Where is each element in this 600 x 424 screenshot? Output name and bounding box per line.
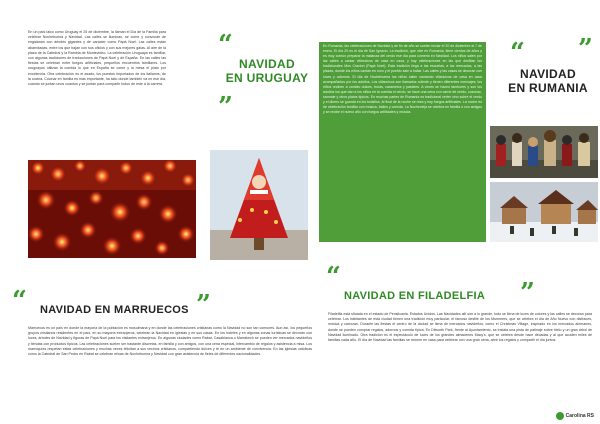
rumania-heading-line1: NAVIDAD [520,67,576,81]
rumania-text: En Rumanía, las celebraciones de Navidad y de fin de año se suelen iniciar el 20 de diciembre al 7 de enero. El día 20 es el día de San Ignacio. La tradición, que vive en Rumanía, tiene cientos de años y es muy común preparar la matanza del cerdo ese día para comerlo en Navidad. Los niños salen por las calles a cantar villancicos de casa en casa, y hay celebraciones en las que desfilan los tradicionales Mos Craciun (Papá Noel). Esta tradición llega a las escuelas, a los mercados, a las plazas, donde los niños cantan en coro y el pueblo sale a bailar. Las calles y las casas se decoran con luces y adornos. El día de Nochebuena los niños salen cantando villancicos de casa en casa acompañados por los adultos. Los villancicos son llamados colinde y tienen diferentes mensajes; los niños reciben a cambio dulces, frutas, caramelos y pasteles. A veces se hacen tambores y son los adultos los que dan a los niños en la comida el cerdo, se hace una cena con carne de cerdo, cozonac, sarmale y otros platos típicos. En muchas partes de Rumanía es tradicional verter vino sobre el cerdo y el dinero se guarda en los bolsillos. Al final de la noche se reza y hay fuegos artificiales. La noche es de celebración familiar con música, bailes y comida. La Nochevieja se celebra en familia o con amigos y se recibe el nuevo año con fuegos artificiales y música. [323,44,482,115]
uruguay-text: En un país laico como Uruguay el 25 de diciembre, la llaman el Día de la Familia para celebrar Nochebuena y Navidad. Las calles se iluminan, se come y convocan de engalanan con árboles gigantes y de carácter como Papá Noel. Las calles están abarrotadas, entre los que bajan con sus oficios y con sus mejores galas. Al aire de la plaza de la Catedral y la Rambla de Montevideo. La celebración Uruguaya es familiar, con algunas tradiciones de traducciones de Papá Noel y de España. En las calles las fiestas se celebran entre fuegos artificiales, pequeños encuentros familiares. Los uruguayos utilizan la comida lo que en España se come y la mesa el plato por excelencia. Otra celebración es el asado, los puestos importados de los italianos, de la cocina. Cocinar en familia es más importante, ha sido donde también va en ese día, cuando se juntan unos cuantos y se juntan para compartir todos de este a la carrera. [28,30,166,87]
santa-tree-image [210,150,308,260]
rumania-quote-close: ” [578,34,593,64]
uruguay-heading-line2: EN URUGUAY [225,70,309,85]
uruguay-quote-close: ” [218,92,233,122]
costume-parade-image [490,126,598,178]
logo-circle-icon [556,412,564,420]
filadelfia-quote-open: “ [326,262,341,292]
rumania-quote-open: “ [510,38,525,68]
christmas-lights-image [28,160,196,258]
rumania-text-panel [319,42,486,242]
rumania-photo-1 [490,126,598,178]
uruguay-photo [28,160,196,258]
uruguay-photo-2 [210,150,308,260]
marruecos-quote-open: “ [12,286,27,316]
snowy-village-image [490,182,598,242]
filadelfia-heading: NAVIDAD EN FILADELFIA [344,290,486,302]
marruecos-quote-close: ” [196,290,211,320]
uruguay-quote-open: “ [218,30,233,60]
rumania-heading-line2: EN RUMANIA [508,80,588,95]
footer-logo [556,412,594,420]
marruecos-text: Marruecos es un país en donde la mayoría de la población es musulmana y en donde las celebraciones cristianas como la Navidad no son tan comunes. Aun así, los pequeños grupos cristianos residentes en el país, en su mayoría extranjeros, celebran la Navidad en iglesias y en sus casas. En los hoteles y en algunas zonas turísticas se decoran con luces, árboles de Navidad y figuras de Papá Noel para los visitantes extranjeros. En algunas ciudades como Rabat, Casablanca o Marrakech se pueden ver mercados navideños y tiendas con productos típicos. Las celebraciones suelen ser bastante discretas, en familia y con amigos, con una cena especial, intercambio de regalos y asistencia a misa. Los marroquíes respetan estas celebraciones y muchas veces felicitan a sus vecinos cristianos, compartiendo dulces y té en un ambiente de convivencia. En las iglesias católicas como la Catedral de San Pedro en Rabat se celebran misas de Nochebuena y Navidad con gran asistencia de fieles de diferentes nacionalidades. [28,326,312,357]
logo-text: Carolina RS [565,413,594,419]
uruguay-heading-line1: NAVIDAD [239,57,295,71]
filadelfia-text: Filadelfia está situada en el estado de Pensilvania, Estados Unidos. Las Navidades allí son a lo grande, todo se llena de luces de colores y las calles se decoran para celebrar. Los habitantes de esta ciudad tienen una tradición muy particular, el famoso desfile de los Mummers, que se celebra el día de Año Nuevo con disfraces, música y carrozas. Durante las fiestas el centro de la ciudad se llena de mercados navideños, como el Christmas Village, inspirado en los mercados alemanes, donde se pueden comprar regalos, adornos y comida típica. En Dilworth Park, frente al Ayuntamiento, se instala una pista de patinaje sobre hielo y un gran árbol de Navidad iluminado. Otra tradición es el espectáculo de luces de los grandes almacenes Macy's, que se celebra desde hace décadas y al que acuden miles de familias cada año. El día de Navidad las familias se reúnen en casa para celebrar con una gran cena, abrir los regalos y compartir el día juntos. [328,312,592,343]
uruguay-heading [218,58,316,86]
rumania-photo-2 [490,182,598,242]
marruecos-heading: NAVIDAD EN MARRUECOS [40,304,189,316]
rumania-heading [500,68,596,96]
filadelfia-quote-close: ” [520,278,535,308]
